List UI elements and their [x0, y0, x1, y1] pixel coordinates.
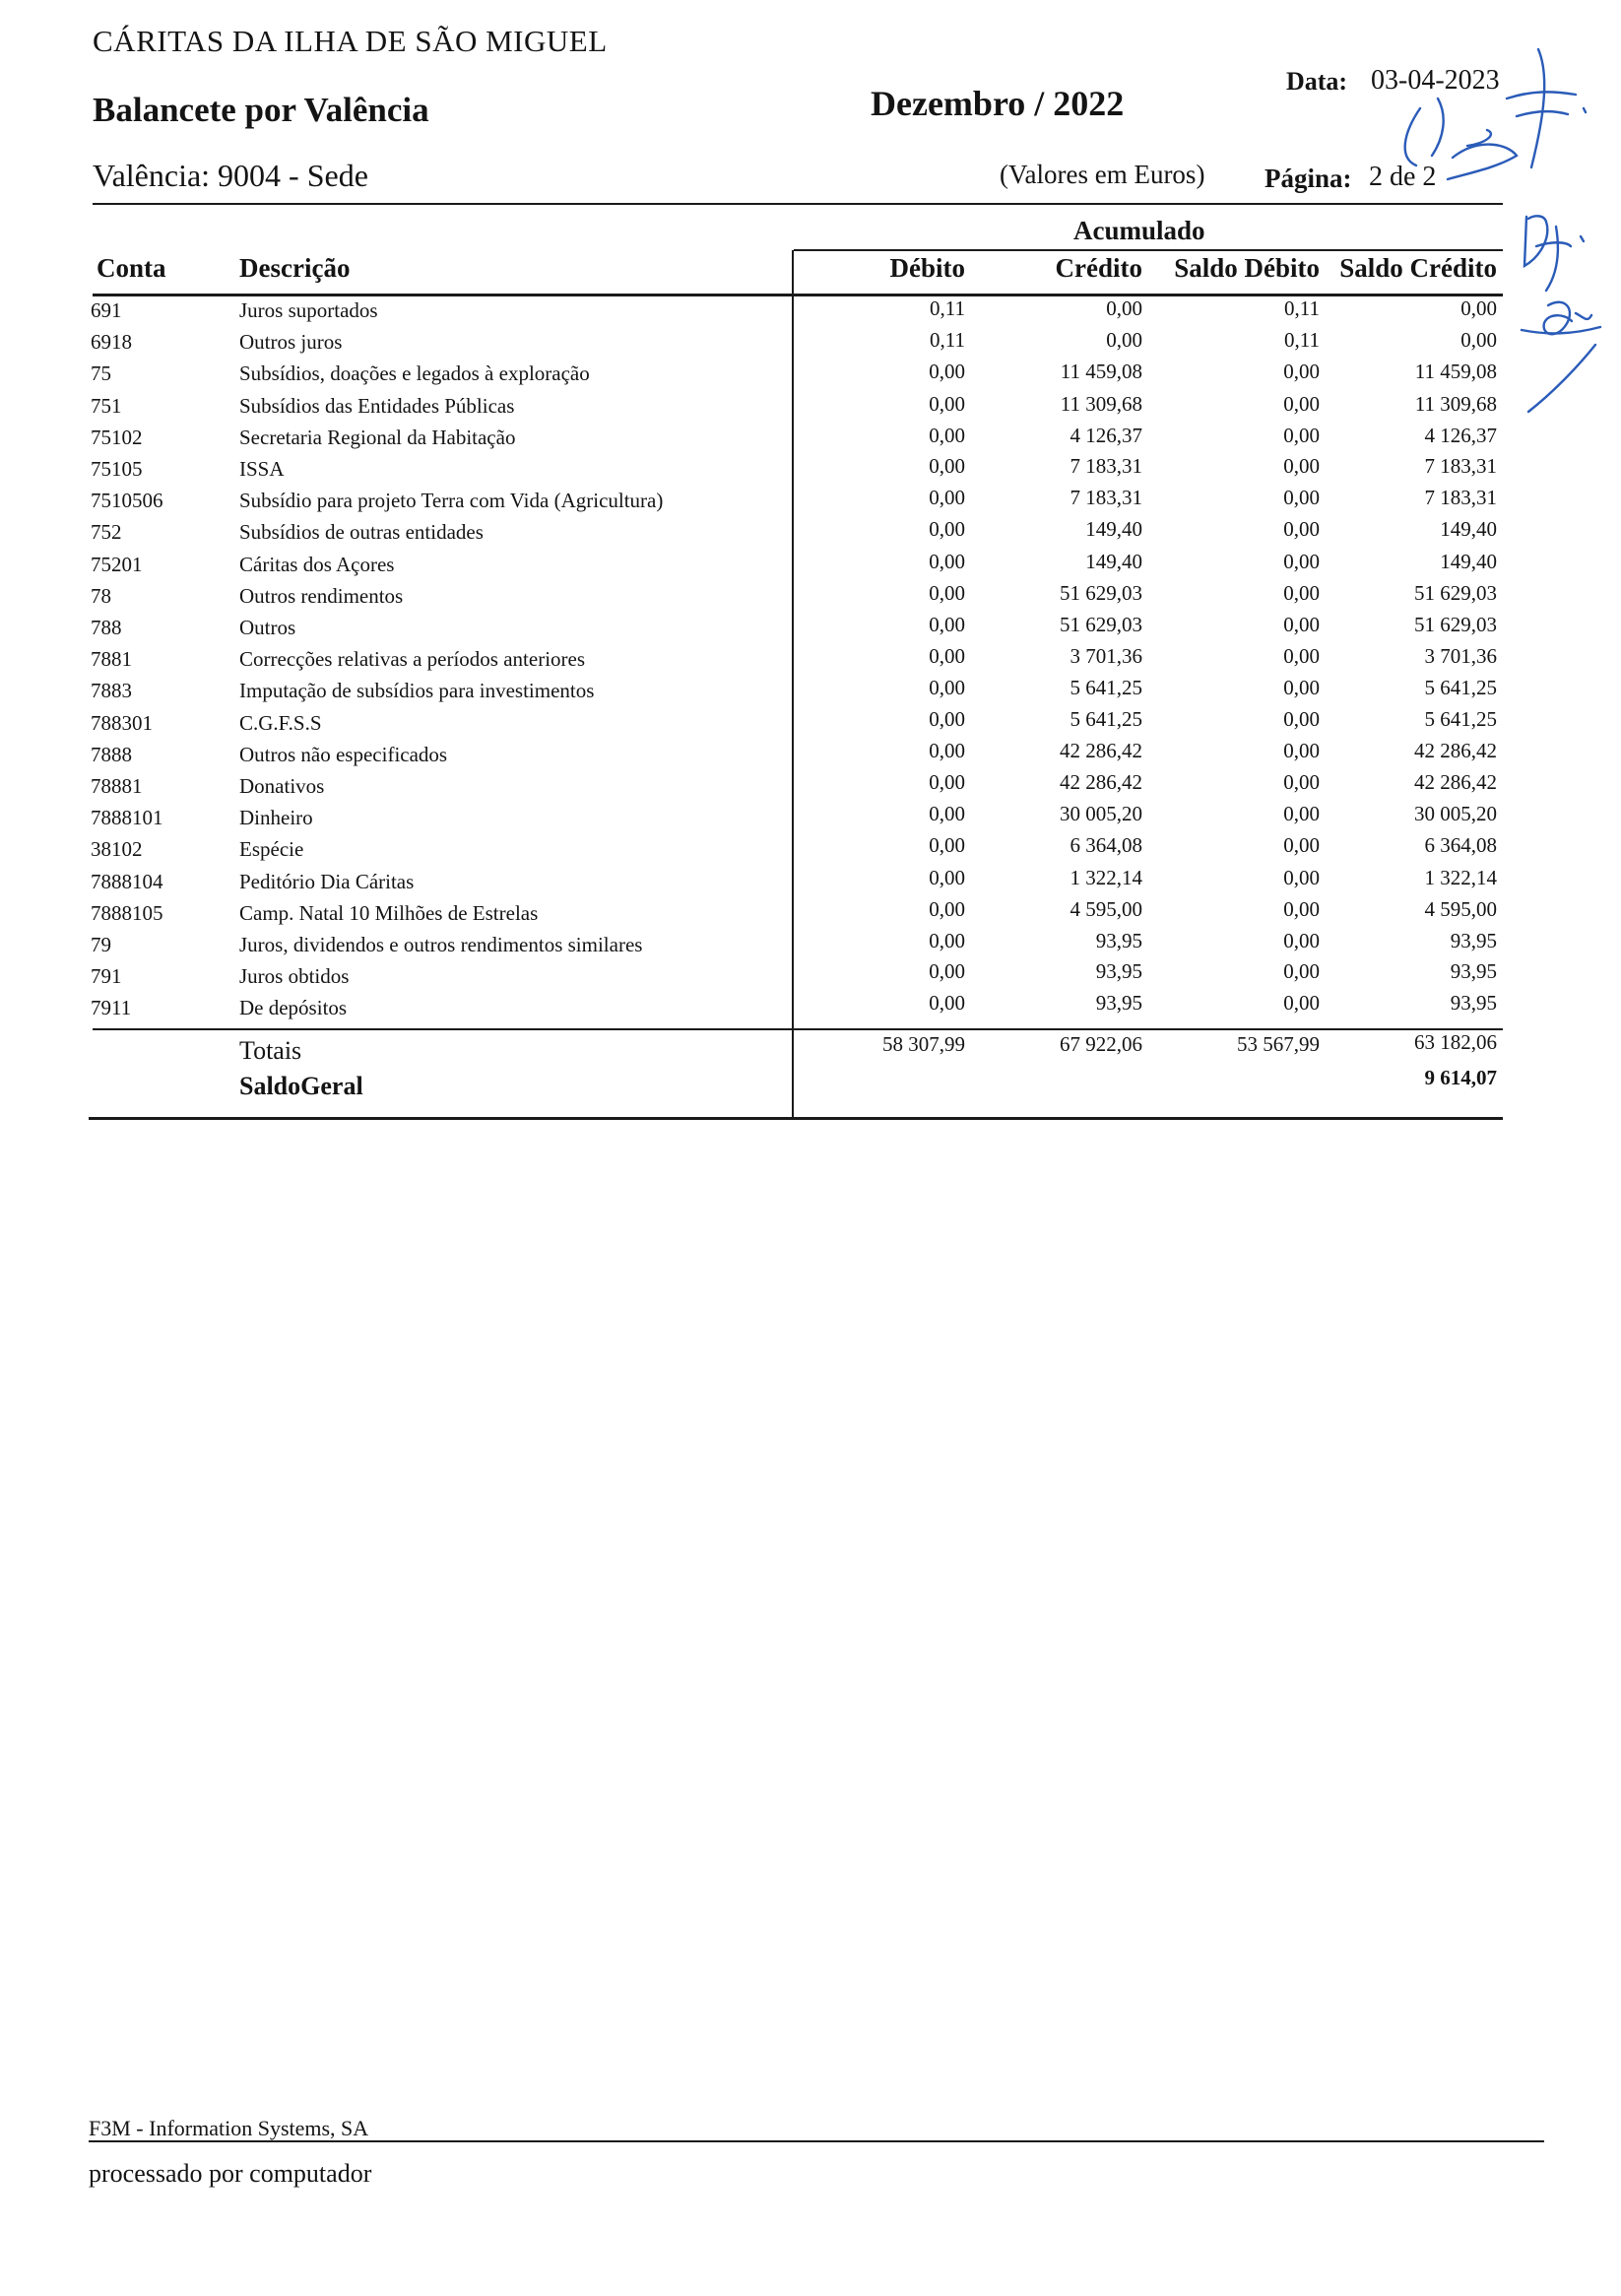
cell-debito: 0,00 [929, 517, 965, 541]
cell-debito: 0,00 [929, 424, 965, 447]
col-header-descricao: Descrição [239, 253, 351, 283]
cell-saldo-debito: 0,00 [1283, 929, 1320, 952]
cell-saldo-debito: 0,00 [1283, 833, 1320, 857]
report-title: Balancete por Valência [93, 91, 429, 129]
cell-saldo-credito: 6 364,08 [1424, 833, 1497, 857]
cell-credito: 42 286,42 [1060, 739, 1142, 762]
cell-conta: 7888105 [91, 901, 163, 925]
cell-conta: 7510506 [91, 489, 163, 512]
saldo-geral-label: SaldoGeral [239, 1072, 363, 1100]
cell-saldo-debito: 0,00 [1283, 360, 1320, 383]
bottom-rule [89, 1117, 1503, 1120]
cell-descricao: Secretaria Regional da Habitação [239, 426, 516, 449]
cell-saldo-credito: 1 322,14 [1424, 866, 1497, 889]
cell-saldo-debito: 0,00 [1283, 959, 1320, 983]
cell-debito: 0,00 [929, 644, 965, 668]
column-divider [792, 250, 794, 1119]
cell-credito: 149,40 [1085, 550, 1142, 573]
cell-conta: 6918 [91, 330, 132, 354]
cell-conta: 7883 [91, 679, 132, 702]
cell-conta: 7911 [91, 996, 132, 1019]
cell-saldo-credito: 149,40 [1440, 550, 1497, 573]
cell-conta: 751 [91, 394, 122, 418]
cell-credito: 5 641,25 [1070, 676, 1142, 699]
signature-initials [1507, 197, 1615, 424]
acumulado-rule [794, 249, 1503, 251]
cell-saldo-debito: 0,00 [1283, 676, 1320, 699]
cell-saldo-debito: 0,00 [1283, 454, 1320, 478]
cell-debito: 0,00 [929, 866, 965, 889]
cell-saldo-credito: 4 595,00 [1424, 897, 1497, 921]
cell-saldo-credito: 4 126,37 [1424, 424, 1497, 447]
cell-credito: 7 183,31 [1070, 454, 1142, 478]
cell-conta: 78881 [91, 774, 143, 798]
cell-debito: 0,00 [929, 739, 965, 762]
col-header-conta: Conta [97, 253, 166, 283]
cell-descricao: Espécie [239, 837, 304, 861]
cell-credito: 0,00 [1106, 328, 1142, 352]
cell-saldo-credito: 42 286,42 [1414, 739, 1497, 762]
cell-saldo-credito: 0,00 [1460, 328, 1497, 352]
cell-credito: 4 126,37 [1070, 424, 1142, 447]
cell-conta: 691 [91, 298, 122, 322]
signature-scribble [1349, 39, 1595, 197]
units-note: (Valores em Euros) [1000, 160, 1205, 189]
cell-saldo-debito: 0,00 [1283, 707, 1320, 731]
cell-credito: 11 459,08 [1060, 360, 1142, 383]
cell-saldo-credito: 42 286,42 [1414, 770, 1497, 794]
cell-descricao: C.G.F.S.S [239, 711, 322, 735]
cell-saldo-debito: 0,00 [1283, 392, 1320, 416]
cell-descricao: Outros [239, 616, 296, 639]
cell-saldo-debito: 0,00 [1283, 613, 1320, 636]
cell-debito: 0,00 [929, 897, 965, 921]
total-saldo-debito: 53 567,99 [1237, 1032, 1320, 1056]
footer-note: processado por computador [89, 2159, 372, 2188]
cell-conta: 75105 [91, 457, 143, 481]
totals-label: Totais [239, 1036, 302, 1065]
cell-debito: 0,00 [929, 486, 965, 509]
cell-saldo-credito: 7 183,31 [1424, 454, 1497, 478]
cell-debito: 0,00 [929, 581, 965, 605]
cell-conta: 79 [91, 933, 111, 956]
cell-credito: 7 183,31 [1070, 486, 1142, 509]
cell-saldo-credito: 149,40 [1440, 517, 1497, 541]
cell-conta: 791 [91, 964, 122, 988]
cell-debito: 0,00 [929, 360, 965, 383]
cell-credito: 3 701,36 [1070, 644, 1142, 668]
cell-saldo-debito: 0,00 [1283, 802, 1320, 825]
cell-debito: 0,00 [929, 929, 965, 952]
cell-conta: 788301 [91, 711, 153, 735]
cell-saldo-credito: 5 641,25 [1424, 676, 1497, 699]
cell-debito: 0,00 [929, 613, 965, 636]
cell-saldo-debito: 0,11 [1284, 296, 1320, 320]
cell-debito: 0,11 [930, 328, 965, 352]
cell-descricao: Cáritas dos Açores [239, 553, 395, 576]
cell-saldo-debito: 0,00 [1283, 486, 1320, 509]
cell-credito: 4 595,00 [1070, 897, 1142, 921]
cell-conta: 78 [91, 584, 111, 608]
cell-conta: 7888 [91, 743, 132, 766]
valencia-label: Valência: 9004 - Sede [93, 158, 368, 193]
cell-debito: 0,00 [929, 676, 965, 699]
cell-saldo-credito: 30 005,20 [1414, 802, 1497, 825]
cell-conta: 7881 [91, 647, 132, 671]
cell-descricao: ISSA [239, 457, 285, 481]
date-label: Data: [1286, 67, 1348, 96]
cell-saldo-credito: 93,95 [1450, 929, 1497, 952]
cell-descricao: Donativos [239, 774, 325, 798]
cell-conta: 75 [91, 361, 111, 385]
col-header-saldo-debito: Saldo Débito [1174, 253, 1320, 283]
acumulado-header: Acumulado [1073, 216, 1205, 245]
cell-saldo-credito: 11 459,08 [1414, 360, 1497, 383]
totals-rule [93, 1028, 1503, 1030]
cell-debito: 0,11 [930, 296, 965, 320]
cell-saldo-debito: 0,11 [1284, 328, 1320, 352]
cell-saldo-credito: 0,00 [1460, 296, 1497, 320]
cell-credito: 1 322,14 [1070, 866, 1142, 889]
cell-credito: 0,00 [1106, 296, 1142, 320]
cell-conta: 7888101 [91, 806, 163, 829]
cell-saldo-debito: 0,00 [1283, 550, 1320, 573]
cell-descricao: Juros, dividendos e outros rendimentos similares [239, 933, 643, 956]
cell-saldo-credito: 5 641,25 [1424, 707, 1497, 731]
cell-descricao: Correcções relativas a períodos anteriores [239, 647, 586, 671]
cell-credito: 30 005,20 [1060, 802, 1142, 825]
cell-saldo-debito: 0,00 [1283, 770, 1320, 794]
cell-descricao: Peditório Dia Cáritas [239, 870, 415, 893]
cell-conta: 788 [91, 616, 122, 639]
total-saldo-credito: 63 182,06 [1414, 1030, 1497, 1054]
report-period: Dezembro / 2022 [871, 84, 1125, 123]
col-header-saldo-credito: Saldo Crédito [1339, 253, 1497, 283]
cell-saldo-debito: 0,00 [1283, 897, 1320, 921]
col-header-credito: Crédito [1055, 253, 1142, 283]
organization-name: CÁRITAS DA ILHA DE SÃO MIGUEL [93, 24, 608, 58]
footer-rule [89, 2140, 1544, 2142]
cell-debito: 0,00 [929, 550, 965, 573]
cell-debito: 0,00 [929, 991, 965, 1015]
cell-debito: 0,00 [929, 392, 965, 416]
cell-descricao: Juros suportados [239, 298, 378, 322]
cell-descricao: Imputação de subsídios para investimentos [239, 679, 595, 702]
cell-credito: 51 629,03 [1060, 613, 1142, 636]
cell-credito: 6 364,08 [1070, 833, 1142, 857]
cell-conta: 75102 [91, 426, 143, 449]
total-credito: 67 922,06 [1060, 1032, 1142, 1056]
cell-saldo-debito: 0,00 [1283, 581, 1320, 605]
cell-credito: 5 641,25 [1070, 707, 1142, 731]
cell-credito: 42 286,42 [1060, 770, 1142, 794]
cell-saldo-credito: 11 309,68 [1414, 392, 1497, 416]
cell-descricao: Outros não especificados [239, 743, 448, 766]
cell-descricao: Subsídios das Entidades Públicas [239, 394, 515, 418]
cell-saldo-debito: 0,00 [1283, 739, 1320, 762]
cell-conta: 38102 [91, 837, 143, 861]
cell-credito: 93,95 [1095, 991, 1142, 1015]
cell-descricao: Subsídio para projeto Terra com Vida (Agricultura) [239, 489, 664, 512]
cell-descricao: Subsídios, doações e legados à exploração [239, 361, 590, 385]
saldo-geral-value: 9 614,07 [1424, 1066, 1497, 1089]
cell-descricao: Camp. Natal 10 Milhões de Estrelas [239, 901, 539, 925]
cell-saldo-credito: 51 629,03 [1414, 613, 1497, 636]
cell-saldo-credito: 93,95 [1450, 991, 1497, 1015]
cell-credito: 51 629,03 [1060, 581, 1142, 605]
cell-descricao: Dinheiro [239, 806, 313, 829]
cell-saldo-credito: 93,95 [1450, 959, 1497, 983]
page-value: 2 de 2 [1369, 162, 1437, 192]
cell-saldo-debito: 0,00 [1283, 866, 1320, 889]
footer-vendor: F3M - Information Systems, SA [89, 2116, 369, 2140]
header-rule [93, 203, 1503, 205]
cell-descricao: Subsídios de outras entidades [239, 520, 484, 544]
cell-saldo-debito: 0,00 [1283, 991, 1320, 1015]
cell-credito: 11 309,68 [1060, 392, 1142, 416]
cell-descricao: Juros obtidos [239, 964, 350, 988]
cell-debito: 0,00 [929, 959, 965, 983]
cell-debito: 0,00 [929, 454, 965, 478]
cell-saldo-credito: 51 629,03 [1414, 581, 1497, 605]
cell-conta: 75201 [91, 553, 143, 576]
cell-saldo-debito: 0,00 [1283, 644, 1320, 668]
total-debito: 58 307,99 [882, 1032, 965, 1056]
cell-debito: 0,00 [929, 833, 965, 857]
cell-credito: 149,40 [1085, 517, 1142, 541]
cell-descricao: Outros rendimentos [239, 584, 404, 608]
cell-saldo-debito: 0,00 [1283, 517, 1320, 541]
cell-descricao: De depósitos [239, 996, 348, 1019]
cell-credito: 93,95 [1095, 959, 1142, 983]
cell-debito: 0,00 [929, 802, 965, 825]
cell-debito: 0,00 [929, 707, 965, 731]
cell-credito: 93,95 [1095, 929, 1142, 952]
cell-conta: 7888104 [91, 870, 163, 893]
cell-saldo-credito: 3 701,36 [1424, 644, 1497, 668]
cell-descricao: Outros juros [239, 330, 343, 354]
page-label: Página: [1264, 164, 1352, 193]
cell-conta: 752 [91, 520, 122, 544]
cell-saldo-debito: 0,00 [1283, 424, 1320, 447]
cell-debito: 0,00 [929, 770, 965, 794]
col-header-debito: Débito [889, 253, 965, 283]
date-value: 03-04-2023 [1371, 65, 1500, 96]
cell-saldo-credito: 7 183,31 [1424, 486, 1497, 509]
